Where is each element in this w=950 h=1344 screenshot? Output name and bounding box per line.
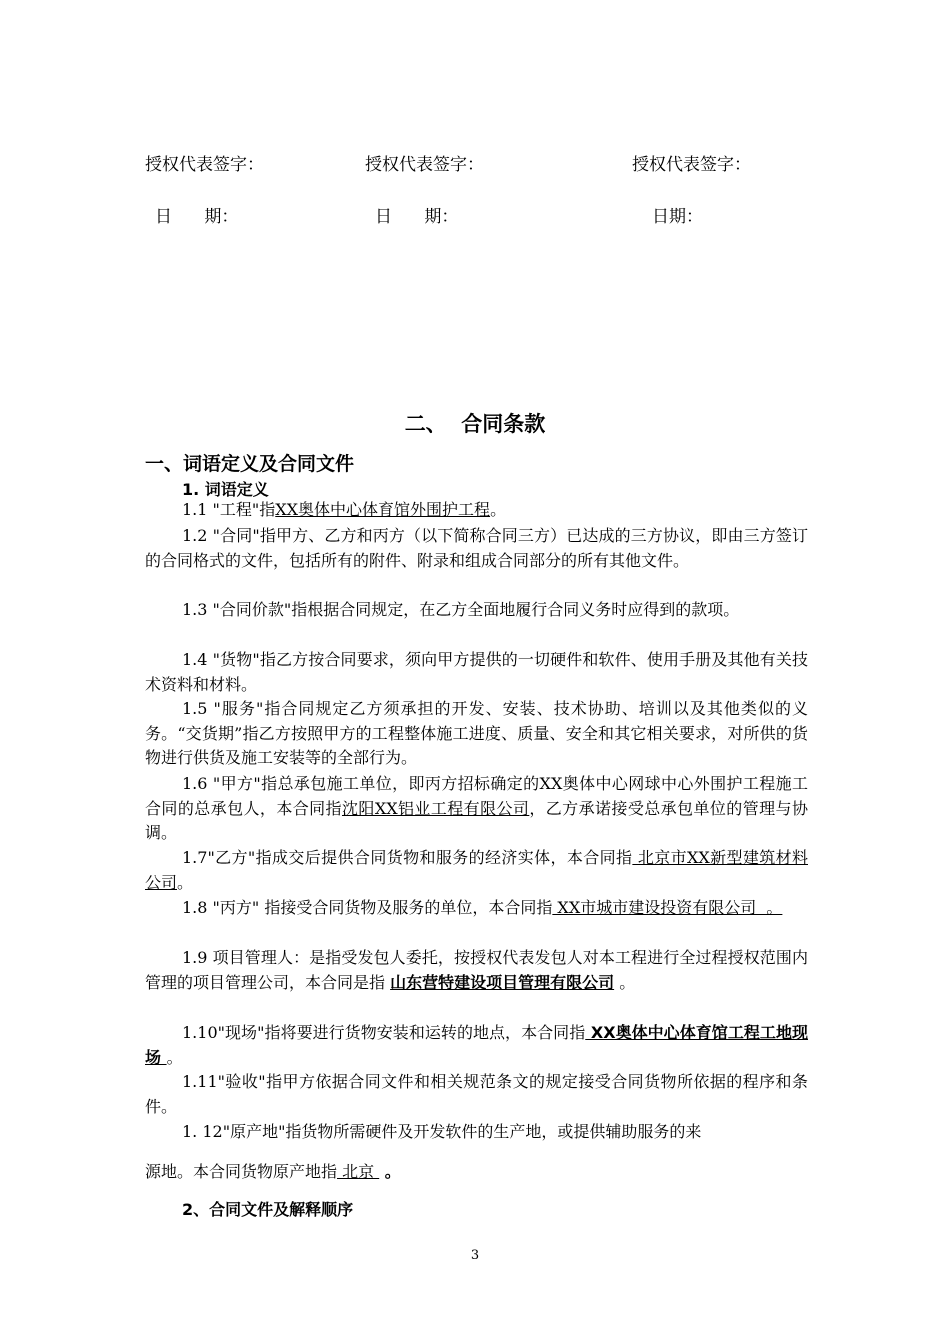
party-b-name: 北京市XX新型建筑材料公司: [145, 848, 808, 892]
date-label-2: 日 期：: [375, 207, 459, 227]
signature-label-3: 授权代表签字：: [632, 155, 751, 175]
date-label-1: 日 期：: [155, 207, 239, 227]
clause-1-3: 1.3 "合同价款"指根据合同规定，在乙方全面地履行合同义务时应得到的款项。: [182, 600, 740, 619]
subsection-title: 1. 词语定义: [182, 480, 269, 499]
signature-label-1: 授权代表签字：: [145, 155, 264, 175]
site-name: XX奥体中心体育馆工程工地现场: [145, 1023, 808, 1067]
clause-1-11: 1.11"验收"指甲方依据合同文件和相关规范条文的规定接受合同货物所依据的程序和条件。: [145, 1072, 808, 1116]
date-label-3: 日期：: [652, 207, 703, 227]
clause-1-10: 1.10"现场"指将要进行货物安装和运转的地点，本合同指 XX奥体中心体育馆工程工地现场 。: [145, 1023, 808, 1067]
clause-1-4: 1.4 "货物"指乙方按合同要求，须向甲方提供的一切硬件和软件、使用手册及其他有关技术资料和材料。: [145, 650, 808, 694]
signature-label-2: 授权代表签字：: [365, 155, 484, 175]
clause-1-8: 1.8 "丙方" 指接受合同货物及服务的单位，本合同指 XX市城市建设投资有限公司 。: [182, 898, 783, 917]
clause-1-6: 1.6 "甲方"指总承包施工单位，即丙方招标确定的XX奥体中心网球中心外围护工程施工合同的总承包人，本合同指沈阳XX铝业工程有限公司，乙方承诺接受总承包单位的管理与协调。: [145, 774, 808, 842]
clause-1-2: 1.2 "合同"指甲方、乙方和丙方（以下简称合同三方）已达成的三方协议，即由三方签订的合同格式的文件，包括所有的附件、附录和组成合同部分的所有其他文件。: [145, 526, 808, 570]
subsection-title-2: 2、合同文件及解释顺序: [182, 1200, 354, 1219]
page-title: 二、 合同条款: [404, 412, 546, 436]
origin-name: 北京: [337, 1162, 380, 1181]
clause-1-5: 1.5 "服务"指合同规定乙方须承担的开发、安装、技术协助、培训以及其他类似的义务。“交货期”指乙方按照甲方的工程整体施工进度、质量、安全和其它相关要求，对所供的货物进行供货及施工安装等的全部行为。: [145, 699, 808, 767]
party-a-name: 沈阳XX铝业工程有限公司: [341, 798, 530, 818]
project-manager-name: 山东营特建设项目管理有限公司: [390, 972, 615, 992]
clause-1-1: 1.1 "工程"指XX奥体中心体育馆外围护工程。: [182, 500, 507, 519]
clause-1-12-cont: 源地。本合同货物原产地指 北京 。: [145, 1162, 401, 1181]
page-number: 3: [470, 1248, 480, 1263]
project-name: XX奥体中心体育馆外围护工程: [275, 500, 491, 519]
section-title: 一、词语定义及合同文件: [145, 453, 355, 475]
clause-1-9: 1.9 项目管理人：是指受发包人委托，按授权代表发包人对本工程进行全过程授权范围内管理的项目管理公司，本合同是指 山东营特建设项目管理有限公司 。: [145, 948, 808, 992]
clause-1-12: 1. 12"原产地"指货物所需硬件及开发软件的生产地，或提供辅助服务的来: [182, 1122, 702, 1141]
party-c-name: XX市城市建设投资有限公司 。: [552, 898, 783, 917]
clause-1-7: 1.7"乙方"指成交后提供合同货物和服务的经济实体，本合同指 北京市XX新型建筑材料公司。: [145, 848, 808, 892]
